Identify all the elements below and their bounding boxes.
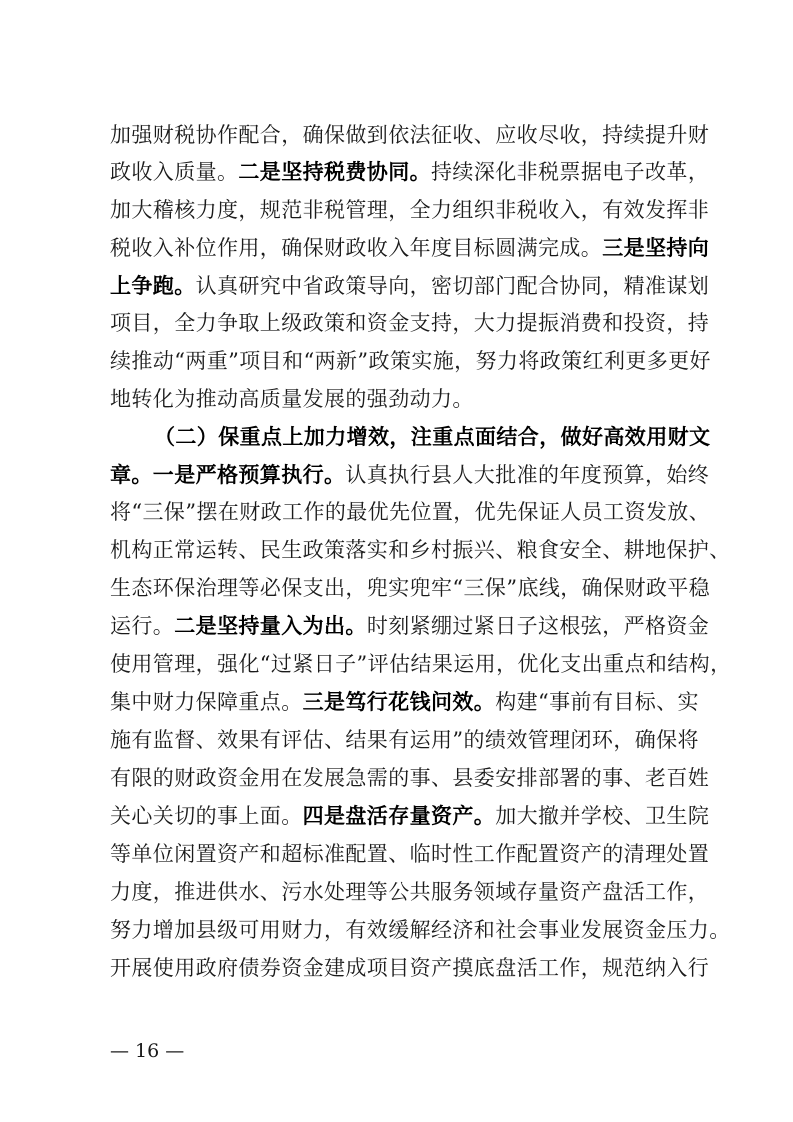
text-segment: 机构正常运转、民生政策落实和乡村振兴、粮食安全、耕地保护、	[110, 538, 731, 562]
text-line	[110, 766, 710, 790]
text-segment: 施有监督、效果有评估、结果有运用”的绩效管理闭环，确保将	[110, 728, 699, 752]
text-segment: 关心关切的事上面。	[110, 804, 303, 828]
text-segment: 加大稽核力度，规范非税管理，全力组织非税收入，有效发挥非	[110, 198, 710, 222]
text-segment: 生态环保治理等必保支出，兜实兜牢“三保”底线，确保财政平稳	[110, 576, 711, 600]
text-line	[110, 462, 710, 487]
text-segment: 认真执行县人大批准的年度预算，始终	[345, 463, 710, 487]
text-segment: 将“三保”摆在财政工作的最优先位置，优先保证人员工资发放、	[110, 500, 711, 524]
text-segment: 开展使用政府债券资金建成项目资产摸底盘活工作，规范纳入行	[110, 956, 710, 980]
text-line	[110, 918, 731, 942]
text-line	[110, 576, 711, 600]
text-line	[154, 424, 711, 449]
text-line	[110, 613, 710, 638]
text-line	[110, 311, 710, 335]
text-segment: 政收入质量。	[110, 160, 239, 184]
text-segment: 集中财力保障重点。	[110, 690, 303, 714]
text-line	[110, 198, 710, 222]
text-segment: 加大撤并学校、卫生院	[495, 804, 710, 828]
text-line	[110, 652, 732, 676]
text-segment: 税收入补位作用，确保财政收入年度目标圆满完成。	[110, 236, 603, 260]
text-line	[110, 387, 688, 411]
text-line	[110, 803, 710, 828]
text-line	[110, 689, 699, 714]
text-line	[110, 728, 699, 752]
text-segment: 运行。	[110, 614, 175, 638]
text-line	[110, 273, 710, 298]
bold-heading-text: 三是坚持向	[602, 235, 710, 260]
bold-heading-text: 二是坚持税费协同。	[238, 159, 432, 184]
text-line	[110, 880, 710, 904]
text-segment: 续推动“两重”项目和“两新”政策实施，努力将政策红利更多更好	[110, 349, 711, 373]
text-line	[110, 349, 711, 373]
text-line	[110, 500, 711, 524]
text-line	[110, 123, 710, 147]
bold-heading-text: 二是坚持量入为出。	[174, 613, 367, 638]
text-segment: 时刻紧绷过紧日子这根弦，严格资金	[366, 614, 710, 638]
text-segment: 努力增加县级可用财力，有效缓解经济和社会事业发展资金压力。	[110, 918, 731, 942]
text-line	[110, 842, 710, 866]
text-segment: 使用管理，强化“过紧日子”评估结果运用，优化支出重点和结构，	[110, 652, 732, 676]
text-segment: 有限的财政资金用在发展急需的事、县委安排部署的事、老百姓	[110, 766, 710, 790]
bold-heading-text: 三是笃行花钱问效。	[302, 689, 496, 714]
text-segment: 地转化为推动高质量发展的强劲动力。	[110, 387, 474, 411]
bold-heading-text: 四是盘活存量资产。	[302, 803, 496, 828]
text-line	[110, 159, 710, 184]
bold-heading-text: （二）保重点上加力增效，注重点面结合，做好高效用财文	[154, 424, 711, 449]
text-line	[110, 538, 731, 562]
text-segment: 等单位闲置资产和超标准配置、临时性工作配置资产的清理处置	[110, 842, 710, 866]
text-line	[110, 956, 710, 980]
bold-heading-text: 上争跑。	[110, 273, 196, 298]
text-segment: 构建“事前有目标、实	[495, 690, 699, 714]
page-number: — 16 —	[110, 1040, 185, 1062]
bold-heading-text: 章。一是严格预算执行。	[110, 462, 346, 487]
text-segment: 持续深化非税票据电子改革，	[431, 160, 710, 184]
text-line	[110, 235, 710, 260]
text-segment: 力度，推进供水、污水处理等公共服务领域存量资产盘活工作，	[110, 880, 710, 904]
text-segment: 加强财税协作配合，确保做到依法征收、应收尽收，持续提升财	[110, 123, 710, 147]
text-segment: 项目，全力争取上级政策和资金支持，大力提振消费和投资，持	[110, 311, 710, 335]
text-segment: 认真研究中省政策导向，密切部门配合协同，精准谋划	[195, 274, 710, 298]
